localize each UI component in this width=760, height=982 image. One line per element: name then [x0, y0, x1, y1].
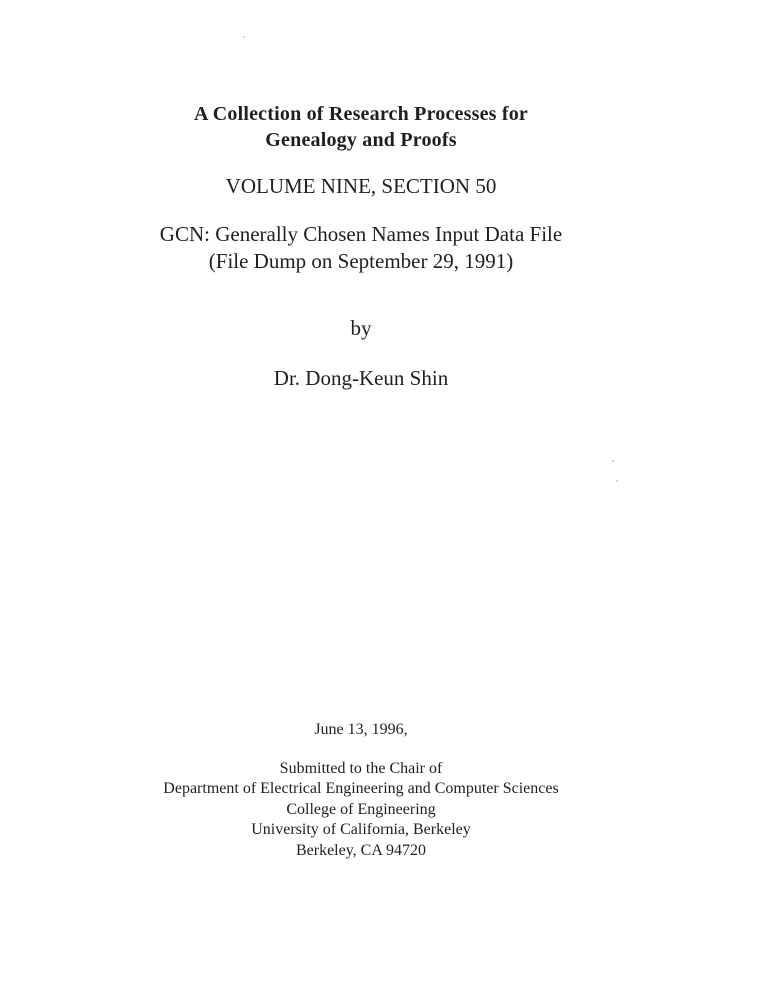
submission-line-2: Department of Electrical Engineering and Computer Sciences: [163, 780, 559, 797]
scan-speck: [612, 460, 614, 462]
title-line-2: Genealogy and Proofs: [265, 129, 457, 151]
submission-line-1: Submitted to the Chair of: [279, 760, 443, 777]
subtitle-line-1: GCN: Generally Chosen Names Input Data File: [159, 222, 563, 246]
submission-line-4: University of California, Berkeley: [251, 821, 471, 838]
volume-heading: VOLUME NINE, SECTION 50: [225, 174, 497, 198]
author-name: Dr. Dong-Keun Shin: [273, 366, 449, 390]
scan-speck: [616, 480, 618, 482]
scan-speck: [243, 36, 245, 38]
title-line-1: A Collection of Research Processes for: [194, 103, 528, 125]
by-label: by: [350, 316, 372, 340]
submission-line-3: College of Engineering: [286, 801, 436, 818]
submission-line-5: Berkeley, CA 94720: [295, 842, 427, 859]
subtitle-line-2: (File Dump on September 29, 1991): [208, 249, 514, 273]
document-date: June 13, 1996,: [314, 721, 408, 738]
